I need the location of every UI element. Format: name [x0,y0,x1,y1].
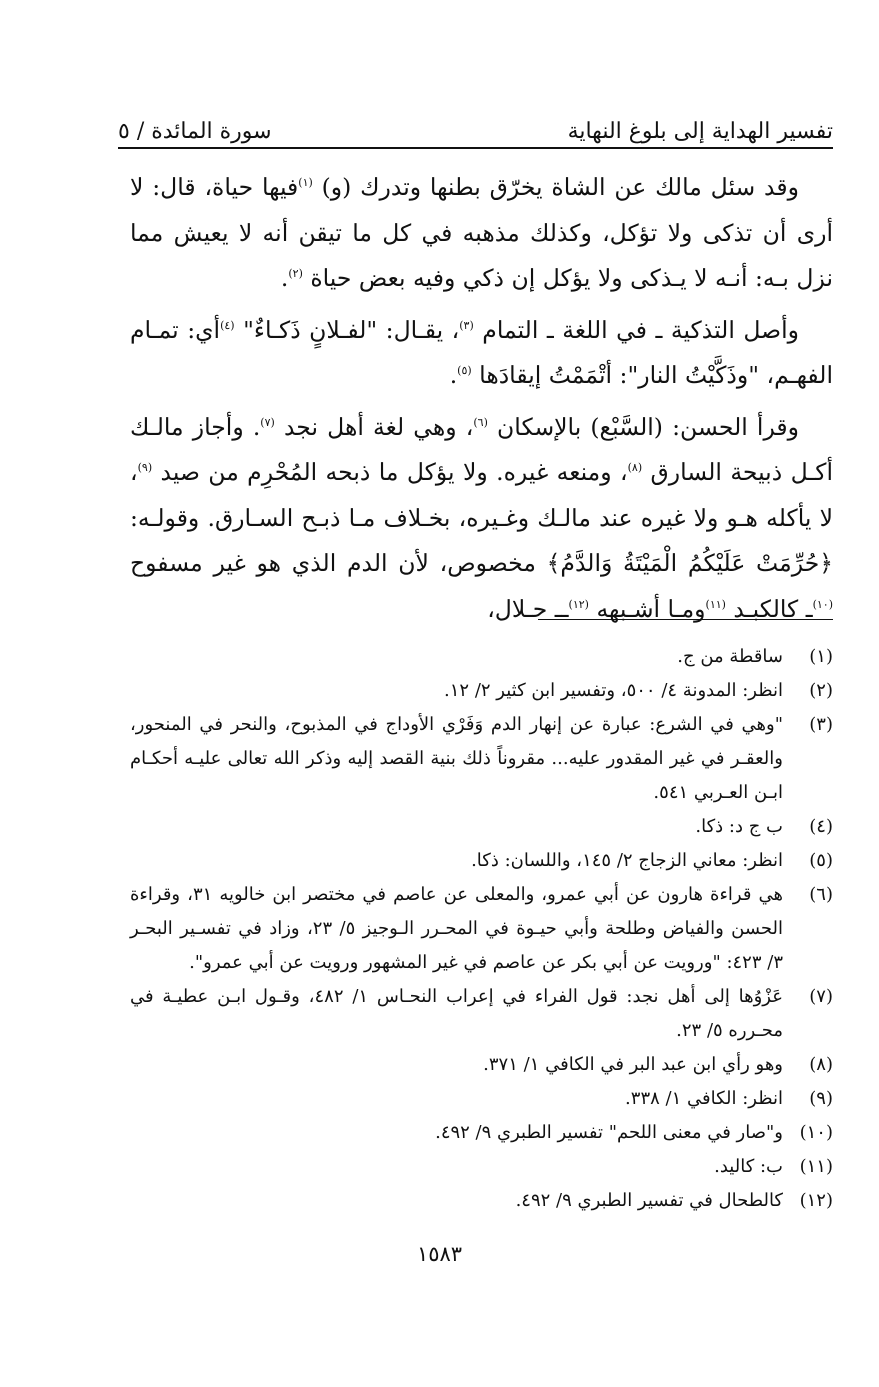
footnote-ref: (١٠) [812,597,833,611]
footnote-ref: (٨) [627,461,643,475]
text-run: ، وهي لغة أهل نجد [274,412,474,441]
footnote-text: عَزْوُها إلى أهل نجد: قول الفراء في إعراب النحـاس ١/ ٤٨٢، وقـول ابـن عطيـة في محـرره ٥/ ٢٣. [130,986,783,1041]
running-header [118,104,833,144]
footnote-number: (٨) [809,1054,833,1075]
footnote [130,878,833,980]
footnote-number: (٧) [809,986,833,1007]
footnote [130,844,833,878]
footnote-ref: (٤) [220,318,235,332]
text-run: وقرأ الحسن: (السَّبْع) بالإسكان [487,412,799,441]
footnote-ref: (٦) [473,415,488,429]
footnote-ref: (٥) [457,364,472,378]
footnote-number: (١٢) [799,1190,833,1211]
text-run: ، يقـال: "لفـلانٍ ذَكـاءٌ" [234,315,460,344]
footnote-ref: (٢) [288,267,303,281]
footnote-number: (٥) [809,850,833,871]
text-run: . [449,361,458,389]
text-run: ، ومنعه غيره. ولا يؤكل ما ذبحه المُحْرِم من صيد [152,458,628,486]
footnote [130,708,833,810]
footnote-number: (٩) [809,1088,833,1109]
text-run: ـ كالكبـد [725,594,813,623]
footnote-text: كالطحال في تفسير الطبري ٩/ ٤٩٢. [515,1190,783,1211]
text-run: وأصل التذكية ـ في اللغة ـ التمام [473,315,799,344]
text-run: ومـا أشـبهه [588,594,706,623]
footnote-text: و"صار في معنى اللحم" تفسير الطبري ٩/ ٤٩٢. [435,1122,783,1143]
footnote-text: انظر: المدونة ٤/ ٥٠٠، وتفسير ابن كثير ٢/ ١٢. [444,680,783,701]
footnote [130,1150,833,1184]
footnote-text: ب: كاليد. [714,1156,783,1177]
footnote-separator [538,619,833,620]
footnote-number: (٢) [809,680,833,701]
footnote-ref: (٣) [459,318,474,332]
footnote-ref: (١٢) [568,597,589,611]
footnote-ref: (١) [298,176,313,190]
text-run: وقد سئل مالك عن الشاة يخرّق بطنها وتدرك (و) [312,173,799,201]
footnote [130,1116,833,1150]
footnote [130,980,833,1048]
footnote-number: (٣) [809,714,833,735]
main-text [130,165,833,638]
footnote [130,640,833,674]
footnote [130,1184,833,1218]
footnote-number: (٦) [809,884,833,905]
footnote-ref: (٩) [137,461,153,475]
footnotes [130,640,833,1218]
footnote [130,674,833,708]
text-run: . وأجاز مالـك أكـل ذبيحة السارق [130,412,833,486]
paragraph-3 [130,405,833,633]
footnote-text: انظر: الكافي ١/ ٣٣٨. [625,1088,783,1109]
footnote-number: (١٠) [799,1122,833,1143]
page-number: ١٥٨٣ [416,1242,463,1266]
footnote-text: انظر: معاني الزجاج ٢/ ١٤٥، واللسان: ذكا. [471,850,783,871]
footnote-number: (١) [809,646,833,667]
footnote-number: (١١) [799,1156,833,1177]
book-title: تفسير الهداية إلى بلوغ النهاية [567,119,833,144]
header-rule [118,147,833,149]
footnote-text: هي قراءة هارون عن أبي عمرو، والمعلى عن عاصم في مختصر ابن خالويه ٣١، وقراءة الحسن والفياض وطلحة وأبي حيـوة في المحـرر الـوجيز ٥/ ٢٣، وزاد في تفسـير البحـر ٣/ ٤٢٣: "ورويت عن أبي بكر عن عاصم في غير المشهور ورويت عن أبي عمرو". [130,884,783,973]
text-run: أي: تمـام الفهـم، "وذَكَّيْتُ النار": أتْمَمْتُ إيقادَها [130,315,833,389]
text-run: فيها حياة، قال: لا أرى أن تذكى ولا تؤكل، وكذلك مذهبه في كل ما تيقن أنه لا يعيش مما نزل بـه: أنـه لا يـذكى ولا يؤكل إن ذكي وفيه بعض حياة [130,173,833,292]
paragraph-1 [130,165,833,302]
paragraph-2 [130,308,833,399]
footnote-text: ب ج د: ذكا. [695,816,783,837]
footnote-text: ساقطة من ج. [677,646,783,667]
footnote [130,810,833,844]
text-run: ــ حـلال، [487,594,569,623]
footnote-ref: (١١) [705,597,726,611]
footnote [130,1048,833,1082]
footnote [130,1082,833,1116]
footnote-number: (٤) [809,816,833,837]
footnote-ref: (٧) [260,415,275,429]
text-run: ، لا يأكله هـو ولا غيره عند مالـك وغـيره، بخـلاف مـا ذبـح السـارق. وقولـه: ﴿حُرِّمَتْ عَلَيْكُمُ الْمَيْتَةُ وَالدَّمُ﴾ مخصوص، لأن الدم الذي هو غير مسفوح [130,458,833,577]
surah-reference: سورة المائدة / ٥ [118,119,272,144]
footnote-text: "وهي في الشرع: عبارة عن إنهار الدم وَفَرْي الأوداج في المذبوح، والنحر في المنحور، والعقـر في غير المقدور عليه... مقروناً ذلك بنية القصد إليه وذكر الله تعالى عليـه أحكـام ابـن العـربي ٥٤١. [130,714,783,803]
text-run: . [280,264,289,292]
footnote-text: وهو رأي ابن عبد البر في الكافي ١/ ٣٧١. [483,1054,783,1075]
